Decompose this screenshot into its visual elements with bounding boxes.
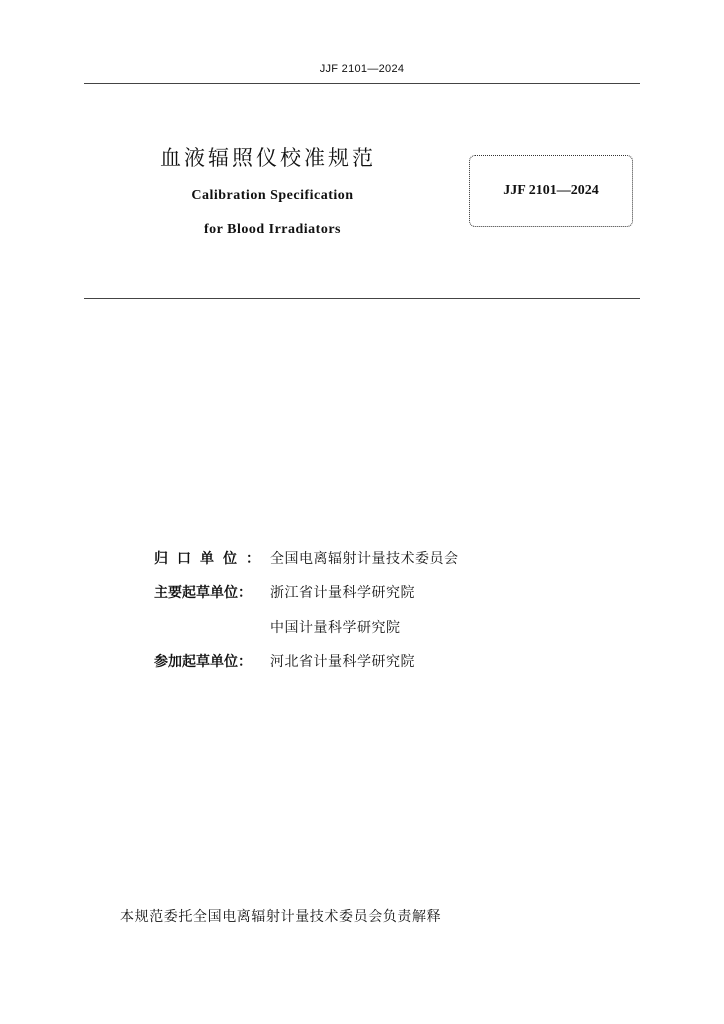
org-value: 中国计量科学研究院	[270, 620, 401, 636]
document-title-english-line1: Calibration Specification	[191, 188, 354, 203]
org-label: 参加起草单位：	[154, 654, 252, 670]
header-divider	[84, 83, 640, 84]
document-title-chinese: 血液辐照仪校准规范	[160, 146, 376, 170]
header-standard-code: JJF 2101—2024	[319, 63, 405, 75]
org-row-main-drafter	[154, 582, 415, 602]
title-divider	[84, 298, 640, 299]
org-label: 主要起草单位：	[154, 585, 252, 601]
standard-code-box-text: JJF 2101—2024	[503, 183, 599, 198]
org-row-main-drafter-2	[154, 617, 401, 637]
org-row-participating-drafter	[154, 651, 415, 671]
org-value: 河北省计量科学研究院	[270, 654, 415, 670]
footer-interpretation-note: 本规范委托全国电离辐射计量技术委员会负责解释	[120, 909, 442, 925]
org-row-responsible	[154, 548, 459, 568]
org-value: 全国电离辐射计量技术委员会	[270, 551, 459, 567]
document-title-english-line2: for Blood Irradiators	[203, 222, 341, 237]
org-value: 浙江省计量科学研究院	[270, 585, 415, 601]
org-label: 归口单位：	[154, 551, 269, 567]
